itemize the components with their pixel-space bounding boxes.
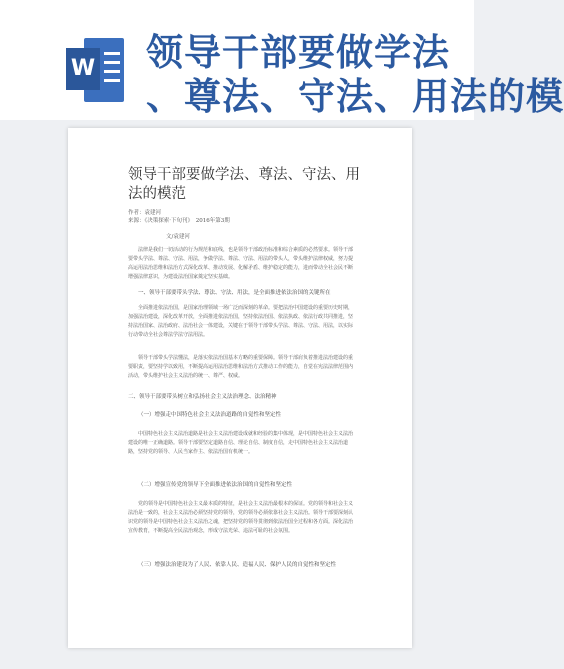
paragraph-4: 中国特色社会主义法治道路是社会主义法治建设成就和经验的集中体现，是中国特色社会主义法治建设的唯一正确道路。领导干部要坚定道路自信、理论自信、制度自信，走中国特色社会主义法治道路，坚持党的领导、人民当家作主、依法治国有机统一。 <box>128 431 354 455</box>
word-document-icon <box>66 38 124 102</box>
section-heading-2: 二、领导干部要带头树立和弘扬社会主义法治理念、法治精神 <box>128 394 277 400</box>
byline: 文/袁建河 <box>166 234 190 240</box>
header-banner <box>0 0 564 120</box>
paragraph-3: 领导干部带头学法懂法，是落实依法治国基本方略的重要保障。领导干部肩负着推进法治建设的重要职责，要坚持学以致用，不断提高运用法治思维和法治方式推动工作的能力，自觉在宪法法律范围内活动，带头维护社会主义法治的统一、尊严、权威。 <box>128 355 354 379</box>
banner-title-line-1: 领导干部要做学法 <box>146 31 450 74</box>
paragraph-1: 法律是我们一切活动的行为规范和底线，也是领导干部政治标准和综合素质的必然要求。领导干部要带头学法、尊法、守法、用法，争做学法、尊法、守法、用法的带头人，带头维护法律权威，努力提高运用法治思维和法治方式深化改革、推动发展、化解矛盾、维护稳定的能力，进而带动全社会民不断增强法律意识，为建设法治国家奠定坚实基础。 <box>128 247 354 280</box>
subsection-heading-3: （三）增强法治建设为了人民、依靠人民、造福人民、保护人民的自觉性和坚定性 <box>138 562 337 568</box>
author-line: 作者：袁建河 <box>128 210 162 216</box>
document-title: 领导干部要做学法、尊法、守法、用法的模范 <box>128 167 360 202</box>
subsection-heading-1: （一）增强走中国特色社会主义法治道路的自觉性和坚定性 <box>138 412 282 418</box>
word-app-badge: W <box>66 48 100 90</box>
subsection-heading-2: （二）增强宣传党的领导下全面推进依法治国的自觉性和坚定性 <box>138 482 293 488</box>
paragraph-5: 党的领导是中国特色社会主义最本质的特征，是社会主义法治最根本的保证。党的领导和社会主义法治是一致的，社会主义法治必须坚持党的领导，党的领导必须依靠社会主义法治。领导干部要深刻认识党的领导是中国特色社会主义法治之魂，把坚持党的领导贯彻到依法治国全过程和各方面。深化法治宣传教育，不断提高全民法治观念，形成守法光荣、违法可耻的社会氛围。 <box>128 501 354 534</box>
banner-title-line-2: 、尊法、守法、用法的模 <box>146 75 564 118</box>
document-page <box>68 128 412 648</box>
paragraph-2: 全面推进依法治国，是国家治理领域一场广泛而深刻的革命。要把法治中国建设的重要历史时期，加强法治建设，深化改革开放，全面推进依法治国，坚持依法治国、依法执政、依法行政共同推进，坚持法治国家、法治政府、法治社会一体建设，关键在于领导干部带头学法、尊法、守法、用法，以实际行动带动全社会尊法学法守法用法。 <box>128 305 354 338</box>
section-heading-1: 一、领导干部要带头学法、尊法、守法、用法，是全面推进依法治国的关键所在 <box>138 290 331 296</box>
source-line: 来源：《决策探索·下旬刊》 2016年第3期 <box>128 218 230 224</box>
